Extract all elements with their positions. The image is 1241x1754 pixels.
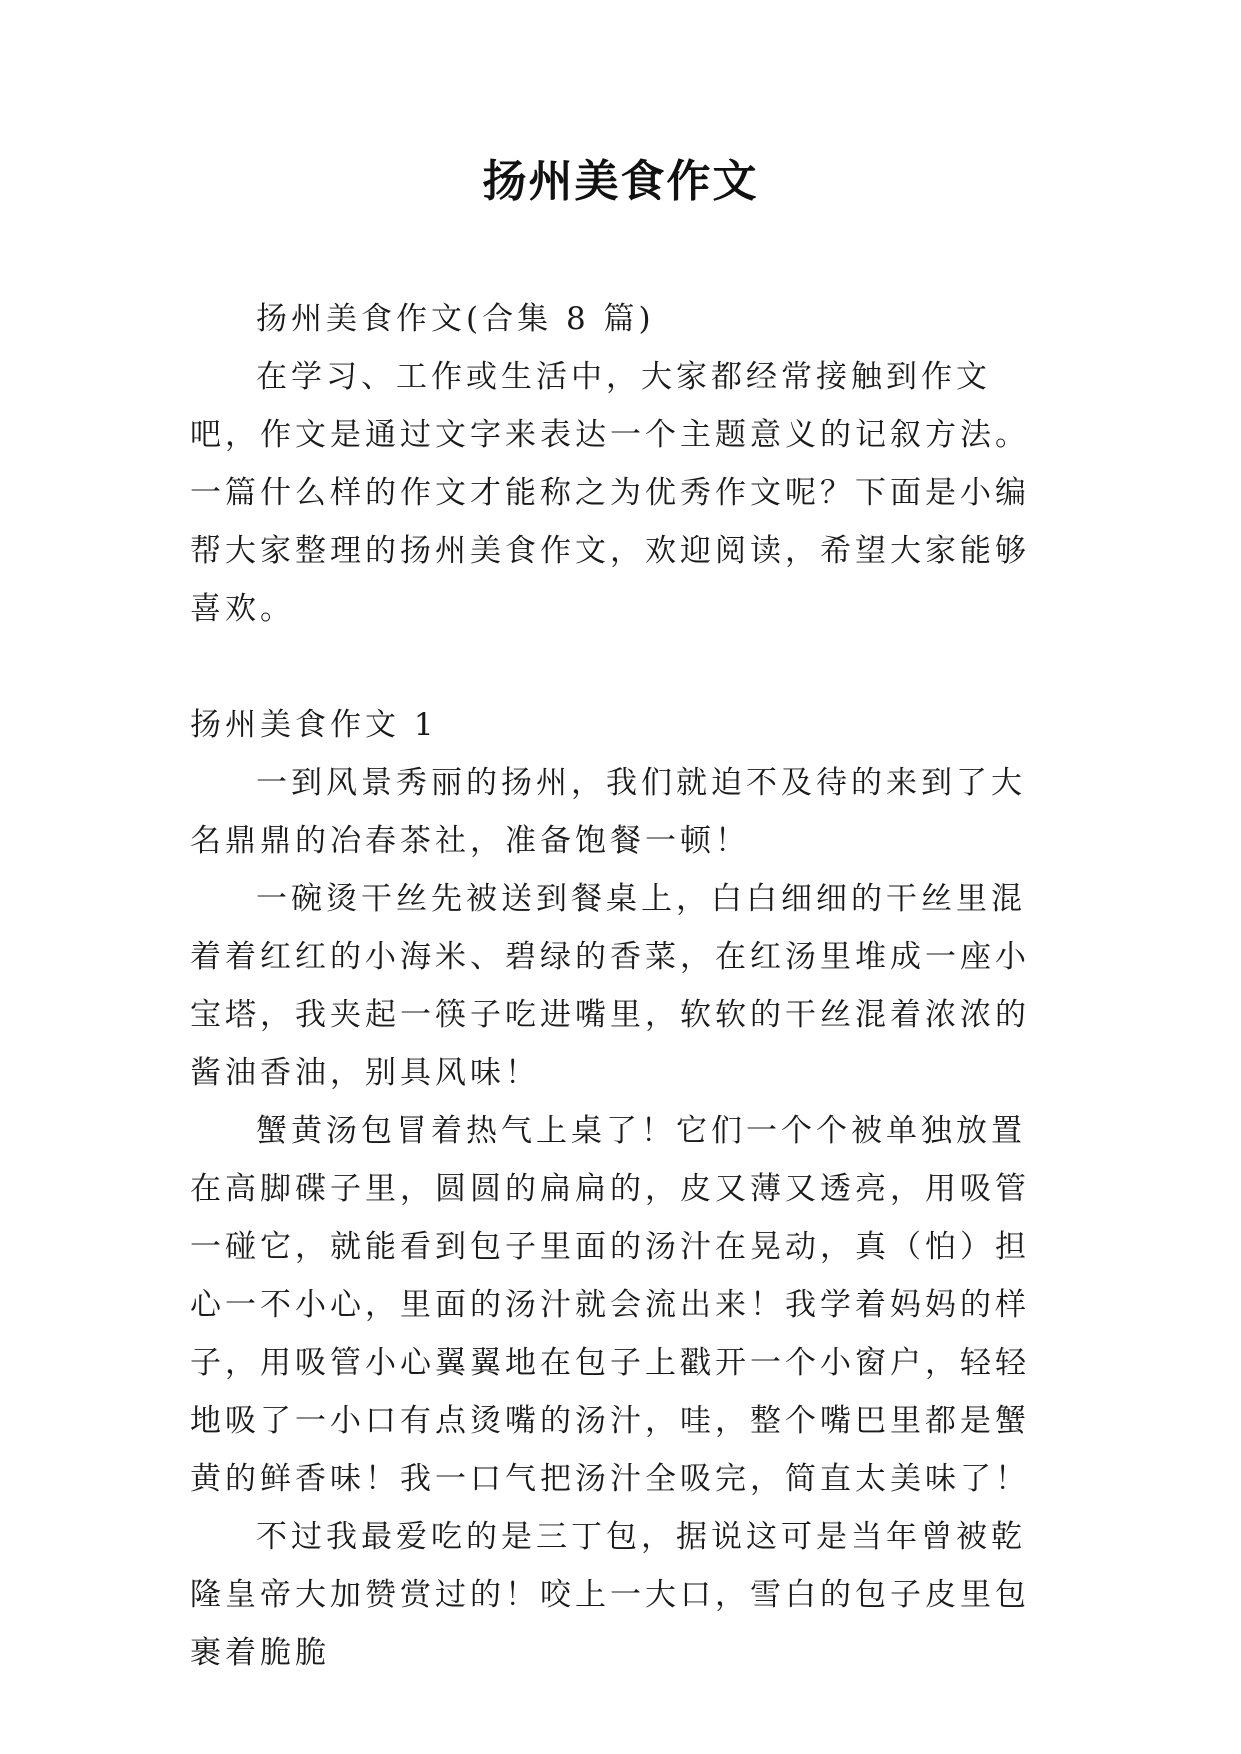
- essay-paragraph: 一到风景秀丽的扬州，我们就迫不及待的来到了大名鼎鼎的冶春茶社，准备饱餐一顿！: [190, 765, 1026, 859]
- paragraph-spacer: [190, 638, 1050, 696]
- essay-paragraph: 一碗烫干丝先被送到餐桌上，白白细细的干丝里混着着红红的小海米、碧绿的香菜，在红汤里堆成一座小宝塔，我夹起一筷子吃进嘴里，软软的干丝混着浓浓的酱油香油，别具风味！: [190, 881, 1030, 1091]
- document-title: 扬州美食作文: [482, 156, 759, 207]
- essay-paragraph: 蟹黄汤包冒着热气上桌了！它们一个个被单独放置在高脚碟子里，圆圆的扁扁的，皮又薄又透亮，用吸管一碰它，就能看到包子里面的汤汁在晃动，真（怕）担心一不小心，里面的汤汁就会流出来！我学着妈妈的样子，用吸管小心翼翼地在包子上戳开一个小窗户，轻轻地吸了一小口有点烫嘴的汤汁，哇，整个嘴巴里都是蟹黄的鲜香味！我一口气把汤汁全吸完，简直太美味了！: [190, 1113, 1030, 1497]
- essay-paragraph: 不过我最爱吃的是三丁包，据说这可是当年曾被乾隆皇帝大加赞赏过的！咬上一大口，雪白的包子皮里包裹着脆脆: [190, 1519, 1030, 1671]
- section-heading: 扬州美食作文 1: [190, 707, 438, 743]
- collection-subtitle: 扬州美食作文(合集 8 篇): [256, 301, 655, 337]
- document-body: [190, 290, 1050, 1682]
- intro-paragraph: 在学习、工作或生活中，大家都经常接触到作文吧，作文是通过文字来表达一个主题意义的记叙方法。一篇什么样的作文才能称之为优秀作文呢？下面是小编帮大家整理的扬州美食作文，欢迎阅读，希望大家能够喜欢。: [190, 359, 1030, 627]
